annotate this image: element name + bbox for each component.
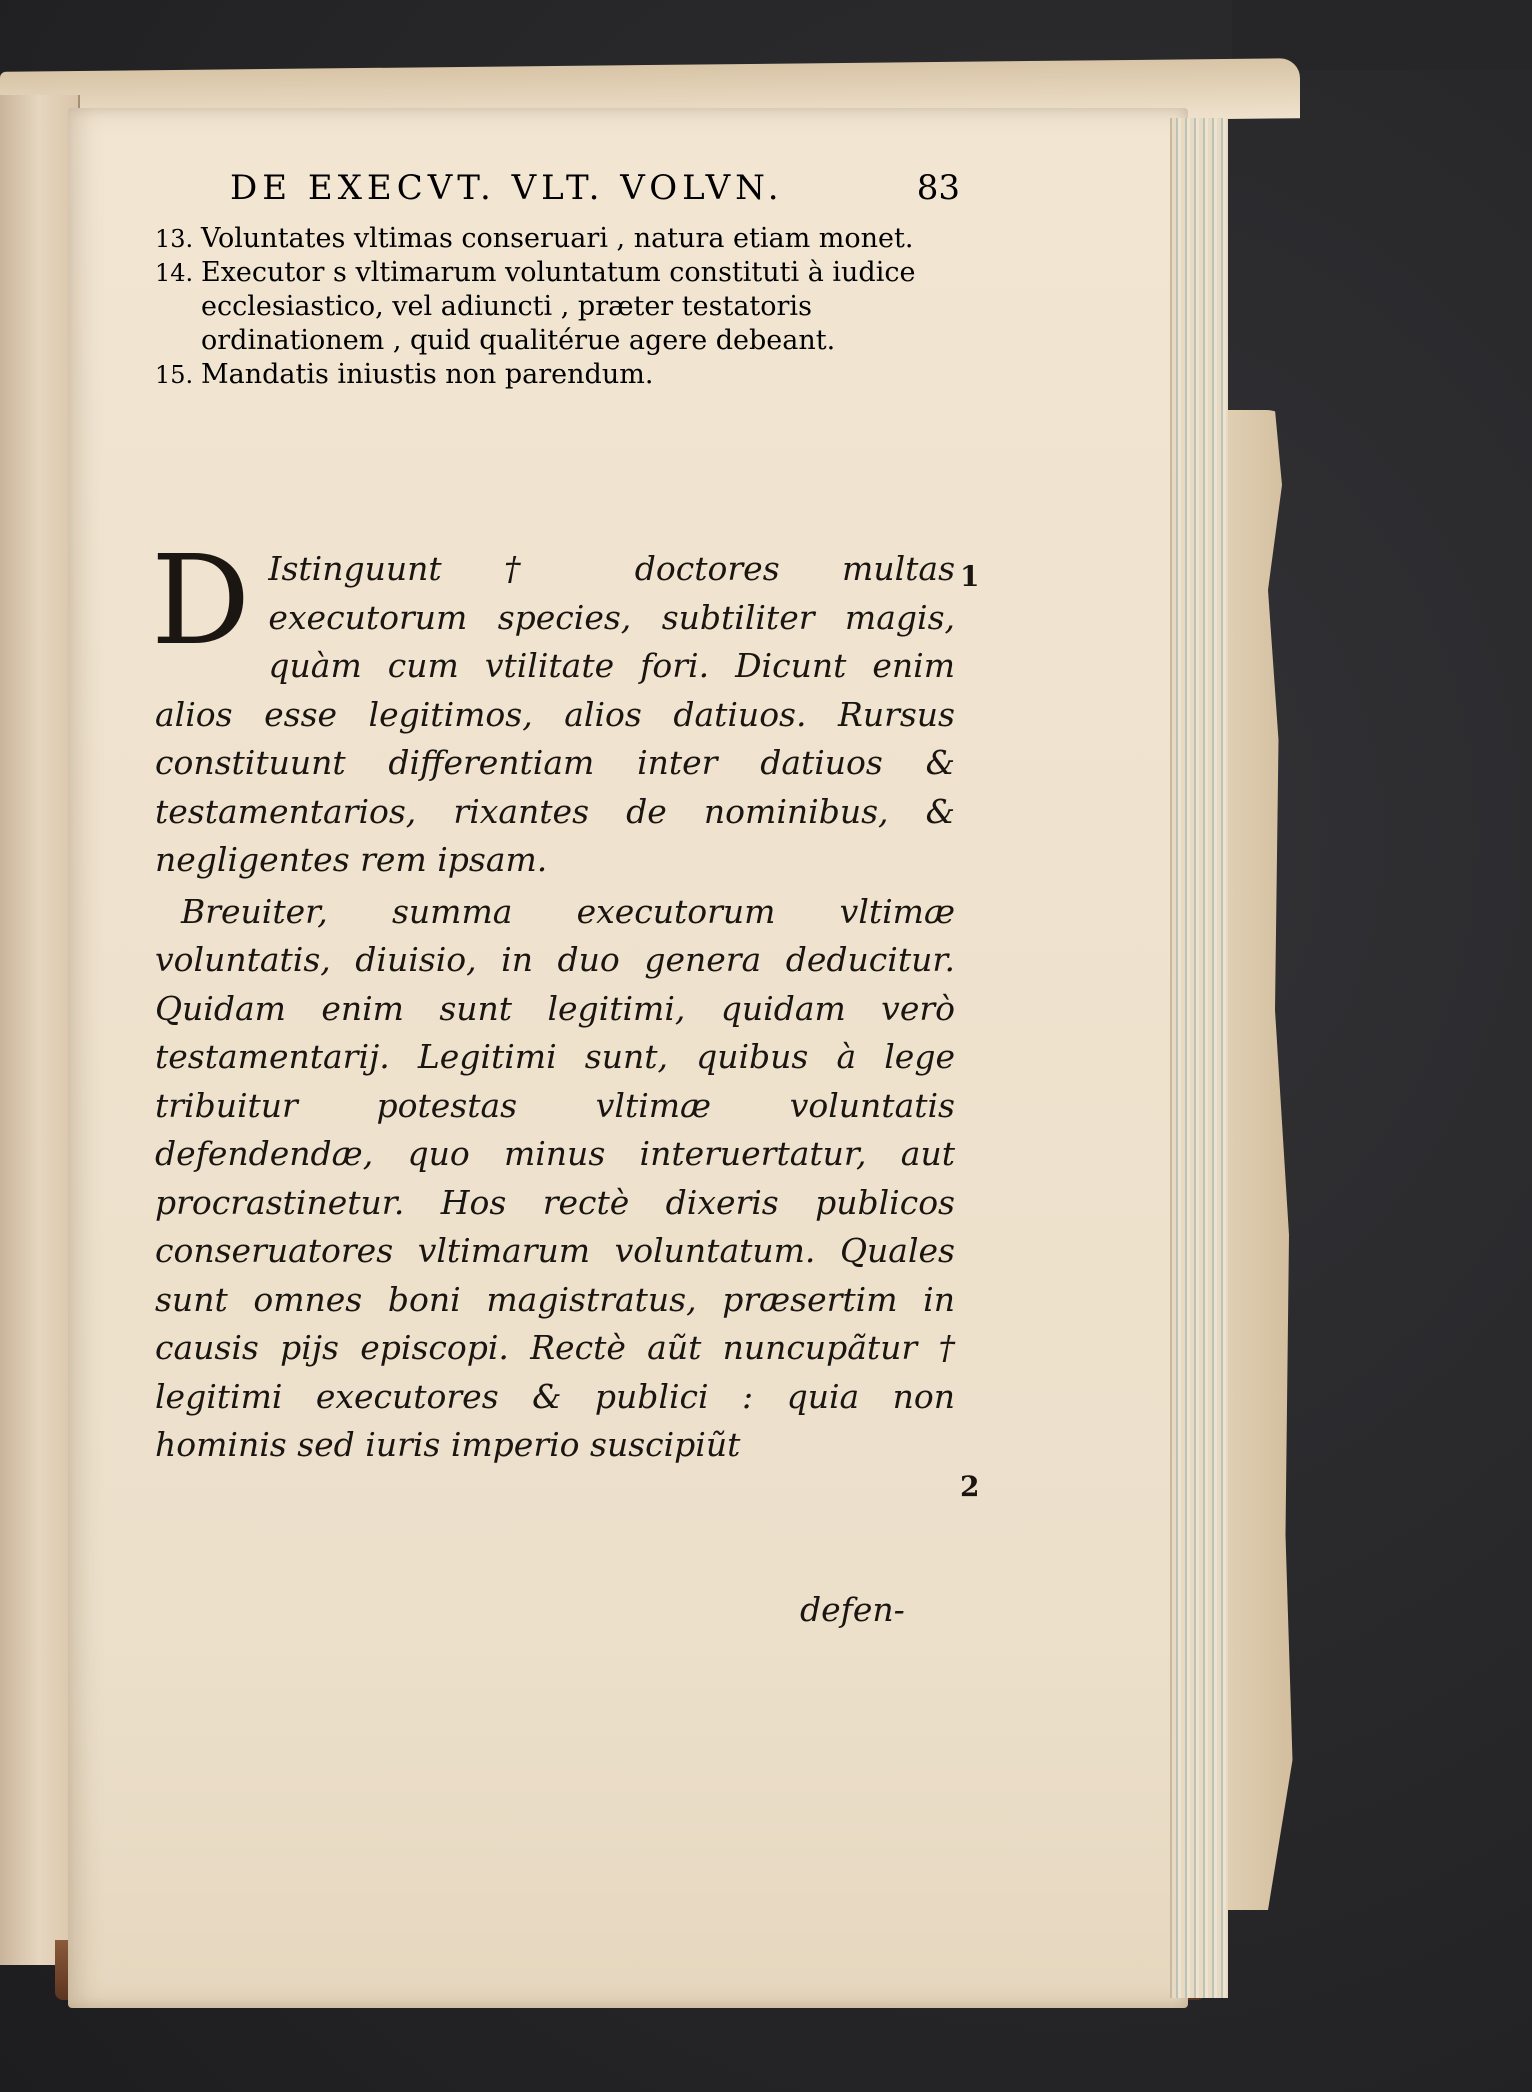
summary-item <box>155 222 955 256</box>
drop-cap: D <box>151 529 251 673</box>
margin-number: 2 <box>960 1470 980 1503</box>
summary-item <box>155 358 955 392</box>
summary-item-text: Executor s vltimarum voluntatum constituti à iudice ecclesiastico, vel adiuncti , præter testatoris ordinationem , quid qualitérue agere debeant. <box>201 257 916 356</box>
paragraph-1 <box>151 529 955 885</box>
page-number: 83 <box>916 168 960 208</box>
summary-list <box>155 222 955 392</box>
paragraph-2-text: Breuiter, summa executorum vltimæ voluntatis, diuisio, in duo genera deducitur. Quidam enim sunt legitimi, quidam verò testamentarij. Legitimi sunt, quibus à lege tribuitur potestas vltimæ voluntatis defendendæ, quo minus interuertatur, aut procrastinetur. Hos rectè dixeris publicos conseruatores vltimarum voluntatum. Quales sunt omnes boni magistratus, præsertim in causis pijs episcopi. Rectè aũt nuncupãtur † legitimi executores & publici : quia non hominis sed iuris imperio suscipiũt <box>155 891 955 1464</box>
paragraph-1-text: Istinguunt † doctores multas executorum species, subtiliter magis, quàm cum vtilitate fori. Dicunt enim alios esse legitimos, alios datiuos. Rursus constituunt differentiam inter datiuos & testamentarios, rixantes de nominibus, & negligentes rem ipsam. <box>155 549 955 879</box>
page-fore-edges <box>1170 118 1228 1998</box>
catchword: defen- <box>800 1590 905 1629</box>
summary-item-text: Voluntates vltimas conseruari , natura etiam monet. <box>201 223 914 254</box>
running-head-title: DE EXECVT. VLT. VOLVN. <box>230 168 784 208</box>
margin-number: 1 <box>960 560 980 593</box>
paragraph-2 <box>155 888 955 1470</box>
summary-item-text: Mandatis iniustis non parendum. <box>201 359 654 390</box>
summary-item-number: 15. <box>155 361 194 389</box>
summary-item <box>155 256 955 358</box>
summary-item-number: 13. <box>155 225 194 253</box>
running-head <box>230 168 970 212</box>
summary-item-number: 14. <box>155 259 194 287</box>
body-text <box>151 529 955 1470</box>
